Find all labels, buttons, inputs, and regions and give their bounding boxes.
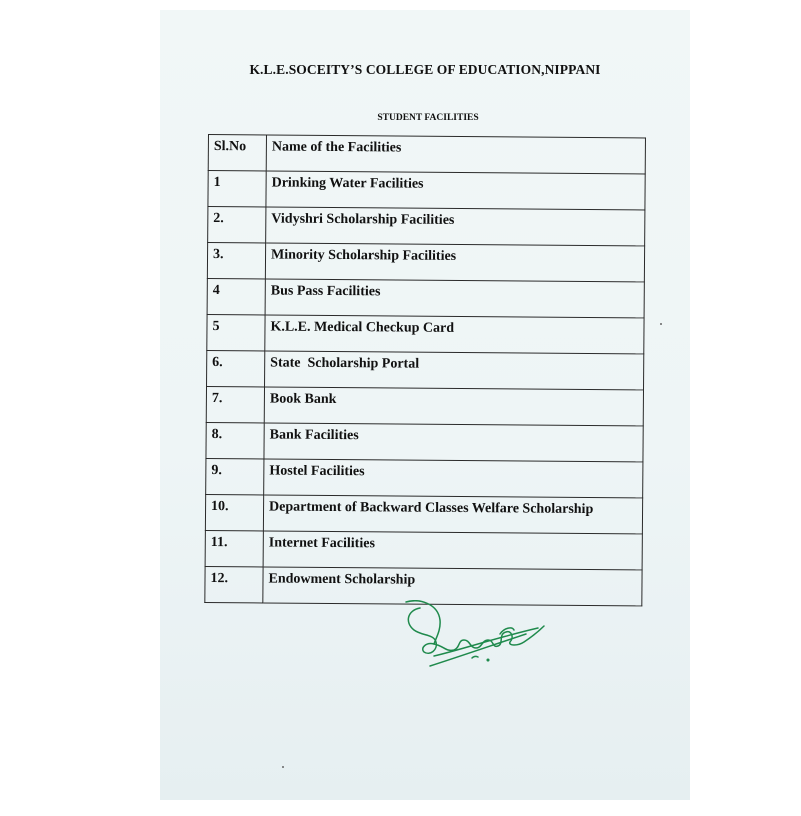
facility-name-text: Book Bank: [269, 391, 337, 408]
facility-name-text: Bank Facilities: [269, 427, 359, 444]
sl-no-text: 6.: [212, 355, 223, 371]
paper-speck: [282, 766, 284, 768]
facility-name-text: Drinking Water Facilities: [271, 175, 424, 192]
sl-no-cell: [206, 422, 264, 458]
facility-name-text: K.L.E. Medical Checkup Card: [270, 319, 455, 336]
table-row: [206, 386, 643, 425]
facility-name-cell: [264, 387, 643, 426]
sl-no-text: 11.: [210, 535, 228, 551]
sl-no-text: 9.: [211, 463, 222, 479]
header-label: Sl.No: [213, 139, 247, 155]
facility-name-text: Endowment Scholarship: [268, 571, 416, 588]
column-header-facility-name: [266, 135, 645, 174]
facility-name-text: Vidyshri Scholarship Facilities: [271, 211, 455, 228]
sl-no-cell: [205, 494, 263, 530]
sl-no-text: 4: [212, 283, 220, 299]
column-header-sl-no: [208, 135, 266, 171]
facility-name-cell: [265, 243, 644, 282]
facilities-table: [204, 134, 646, 606]
facility-name-text: Internet Facilities: [268, 535, 375, 552]
table-row: [206, 422, 643, 461]
document-subtitle: STUDENT FACILITIES: [377, 113, 479, 123]
table-row: [205, 494, 642, 533]
facility-name-cell: [264, 459, 643, 498]
sl-no-cell: [207, 278, 265, 314]
paper-speck: [660, 323, 662, 325]
table-row: [207, 314, 644, 353]
header-label: Name of the Facilities: [271, 139, 402, 156]
facility-name-cell: [265, 351, 644, 390]
sl-no-text: 1: [213, 175, 221, 191]
sl-no-cell: [205, 530, 263, 566]
facility-name-cell: [264, 423, 643, 462]
table-row: [208, 171, 645, 210]
facility-name-text: Hostel Facilities: [269, 463, 365, 480]
document-page: [160, 10, 690, 800]
sl-no-text: 7.: [211, 391, 223, 407]
facility-name-cell: [266, 207, 645, 246]
document-title: K.L.E.SOCEITY’S COLLEGE OF EDUCATION,NIPPANI: [249, 62, 601, 77]
sl-no-cell: [206, 386, 264, 422]
sl-no-cell: [206, 458, 264, 494]
sl-no-text: 5: [212, 319, 220, 335]
sl-no-text: 3.: [212, 247, 224, 263]
table-row: [208, 207, 645, 246]
sl-no-cell: [207, 243, 265, 279]
facility-name-cell: [266, 171, 645, 210]
table-row: [205, 530, 642, 569]
sl-no-text: 2.: [213, 211, 224, 227]
table-row: [206, 458, 643, 497]
sl-no-cell: [205, 566, 263, 602]
sl-no-cell: [208, 207, 266, 243]
table-header-row: [208, 135, 645, 174]
facility-name-text: State Scholarship Portal: [270, 355, 420, 372]
sl-no-text: 8.: [211, 427, 223, 443]
facility-name-cell: [265, 315, 644, 354]
sl-no-cell: [207, 350, 265, 386]
facility-name-text: Minority Scholarship Facilities: [270, 247, 457, 264]
facility-name-text: Bus Pass Facilities: [270, 283, 381, 300]
facility-name-text: Department of Backward Classes Welfare Scholarship: [269, 499, 594, 518]
handwritten-signature-icon: [400, 600, 550, 670]
sl-no-cell: [207, 314, 265, 350]
table-row: [207, 350, 644, 389]
facility-name-cell: [265, 279, 644, 318]
sl-no-text: 10.: [211, 499, 229, 515]
facility-name-cell: [263, 531, 642, 570]
table-row: [207, 243, 644, 282]
sl-no-cell: [208, 171, 266, 207]
facility-name-cell: [263, 495, 642, 534]
sl-no-text: 12.: [210, 571, 229, 587]
table-row: [207, 278, 644, 317]
